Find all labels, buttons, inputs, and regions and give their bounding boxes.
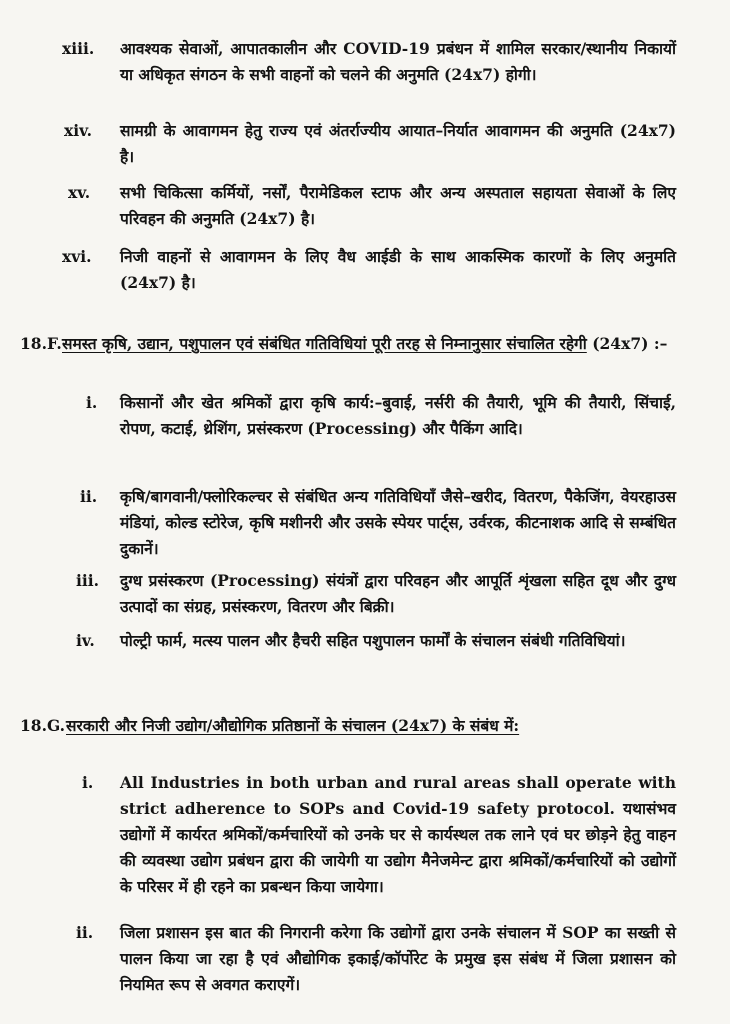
item-number: iii. — [76, 571, 100, 590]
list-item-text: सामग्री के आवागमन हेतु राज्य एवं अंतर्राज्यीय आयात–निर्यात आवागमन की अनुमति (24x7) है। — [120, 121, 676, 166]
list-item-text: कृषि/बागवानी/फ्लोरिकल्चर से संबंधित अन्य गतिविधियाँ जैसे–खरीद, वितरण, पैकेजिंग, वेयरहाउस मंडियां, कोल्ड स्टोरेज, कृषि मशीनरी और उसके स्पेयर पार्ट्स, उर्वरक, कीटनाशक आदि से सम्बंधित दुकानें। — [120, 487, 676, 558]
item-number: iv. — [76, 631, 95, 650]
list-item-text: दुग्ध प्रसंस्करण (Processing) संयंत्रों द्वारा परिवहन और आपूर्ति शृंखला सहित दूध और दुग्ध उत्पादों का संग्रह, प्रसंस्करण, वितरण और बिक्री। — [120, 571, 676, 616]
section-code: 18.G. — [20, 716, 66, 735]
list-item-text: किसानों और खेत श्रमिकों द्वारा कृषि कार्य:–बुवाई, नर्सरी की तैयारी, भूमि की तैयारी, सिंचाई, रोपण, कटाई, थ्रेशिंग, प्रसंस्करण (Processing) और पैकिंग आदि। — [120, 393, 676, 438]
section-title-underlined: समस्त कृषि, उद्यान, पशुपालन एवं संबंधित गतिविधियां पूरी तरह से निम्नानुसार संचालित रहेगी — [62, 334, 587, 353]
item-number: i. — [82, 773, 94, 792]
item-number: ii. — [76, 923, 94, 942]
list-item-text: जिला प्रशासन इस बात की निगरानी करेगा कि उद्योगों द्वारा उनके संचालन में SOP का सख्ती से पालन किया जा रहा है एवं औद्योगिक इकाई/कॉर्पोरेट के प्रमुख इस संबंध में जिला प्रशासन को नियमित रूप से अवगत कराएगें। — [120, 923, 676, 994]
list-item-text: पोल्ट्री फार्म, मत्स्य पालन और हैचरी सहित पशुपालन फार्मों के संचालन संबंधी गतिविधियां। — [120, 631, 626, 650]
section-heading-18g — [20, 712, 710, 742]
list-item-text: निजी वाहनों से आवागमन के लिए वैध आईडी के साथ आकस्मिक कारणों के लिए अनुमति (24x7) है। — [120, 247, 676, 292]
section-title-underlined: सरकारी और निजी उद्योग/औद्योगिक प्रतिष्ठानों के संचालन (24x7) के संबंध में: — [66, 716, 520, 735]
item-number: i. — [86, 393, 98, 412]
section-code: 18.F. — [20, 334, 62, 353]
item-number: xvi. — [62, 247, 92, 266]
list-item-text: आवश्यक सेवाओं, आपातकालीन और COVID-19 प्रबंधन में शामिल सरकार/स्थानीय निकायों या अधिकृत संगठन के सभी वाहनों को चलने की अनुमति (24x7) होगी। — [120, 39, 676, 84]
section-title — [66, 712, 710, 740]
section-title-suffix: (24x7) :– — [586, 334, 668, 353]
list-item-text: सभी चिकित्सा कर्मियों, नर्सों, पैरामेडिकल स्टाफ और अन्य अस्पताल सहायता सेवाओं के लिए परिवहन की अनुमति (24x7) है। — [120, 183, 676, 228]
item-number: xiii. — [62, 39, 95, 58]
item-number: xv. — [68, 183, 91, 202]
item-number: ii. — [80, 487, 98, 506]
list-item-text: All Industries in both urban and rural areas shall operate with strict adherence to SOPs and Covid-19 safety protocol. यथासंभव उद्योगों में कार्यरत श्रमिकों/कर्मचारियों को उनके घर से कार्यस्थल तक लाने एवं घर छोड़ने हेतु वाहन की व्यवस्था उद्योग प्रबंधन द्वारा की जायेगी या उद्योग मैनेजमेन्ट द्वारा श्रमिकों/कर्मचारियों को उद्योगों के परिसर में ही रहने का प्रबन्धन किया जायेगा। — [120, 773, 676, 896]
section-heading-18f — [20, 330, 682, 390]
item-number: xiv. — [64, 121, 92, 140]
section-title — [62, 330, 682, 358]
